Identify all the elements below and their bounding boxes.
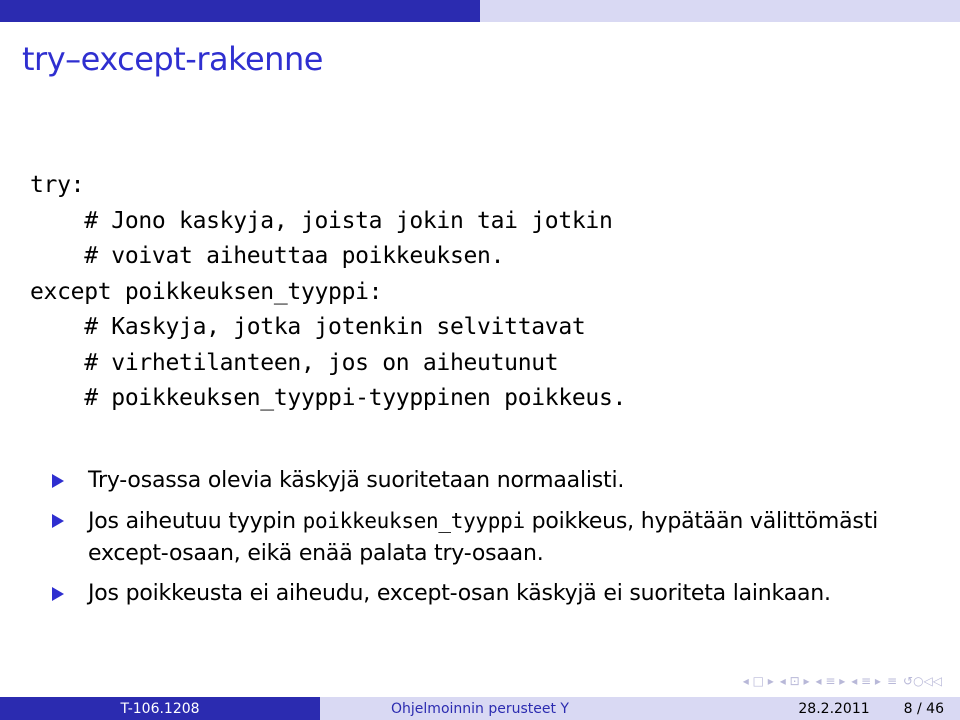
footer-bar: [0, 697, 960, 720]
slide-title: try–except-rakenne: [22, 40, 323, 78]
footer-date: 28.2.2011: [798, 700, 870, 717]
bullet-text: Jos poikkeusta ei aiheudu, except-osan käskyjä ei suoriteta lainkaan.: [88, 581, 831, 606]
footer-title: Ohjelmoinnin perusteet Y: [320, 697, 640, 720]
code-line: try:: [30, 172, 85, 198]
footer-page: 8 / 46: [903, 700, 944, 717]
top-bar: [0, 0, 960, 22]
bullet-item: [52, 578, 942, 610]
code-line: # voivat aiheuttaa poikkeuksen.: [30, 243, 505, 269]
triangle-bullet-icon: [52, 587, 64, 601]
bullet-item: [52, 465, 942, 497]
bullet-text: Jos aiheutuu tyypin: [88, 509, 303, 534]
nav-last-icon[interactable]: ◂ ≡ ▸: [851, 674, 881, 688]
triangle-bullet-icon: [52, 514, 64, 528]
code-line: # virhetilanteen, jos on aiheutunut: [30, 349, 559, 376]
bullet-text: poikkeus, hypätään välittömästi except-osaan, eikä enää palata try-osaan.: [88, 509, 879, 566]
bullet-text: Try-osassa olevia käskyjä suoritetaan normaalisti.: [88, 468, 625, 493]
nav-align-icon[interactable]: ≡: [886, 674, 898, 688]
footer-course: T-106.1208: [0, 697, 320, 720]
code-line: except poikkeuksen_tyyppi:: [30, 278, 383, 305]
nav-first-icon[interactable]: ◂ □ ▸: [742, 674, 774, 688]
code-line: # Kaskyja, jotka jotenkin selvittavat: [30, 314, 586, 340]
code-line: # poikkeuksen_tyyppi-tyyppinen poikkeus.: [30, 385, 627, 411]
bullet-list: [52, 465, 942, 618]
code-line: # Jono kaskyja, joista jokin tai jotkin: [30, 207, 613, 234]
bullet-code: poikkeuksen_tyyppi: [302, 509, 525, 533]
triangle-bullet-icon: [52, 474, 64, 488]
top-bar-right: [480, 0, 960, 22]
nav-next-icon[interactable]: ◂ ≡ ▸: [815, 674, 846, 688]
code-block: [30, 168, 626, 417]
nav-prev-icon[interactable]: ◂ ⊡ ▸: [779, 674, 810, 688]
nav-search-icon[interactable]: ↺○◁◁: [903, 674, 942, 688]
top-bar-left: [0, 0, 480, 22]
footer-meta: [640, 697, 960, 720]
bullet-item: [52, 505, 942, 570]
navigation-controls: [743, 674, 942, 688]
